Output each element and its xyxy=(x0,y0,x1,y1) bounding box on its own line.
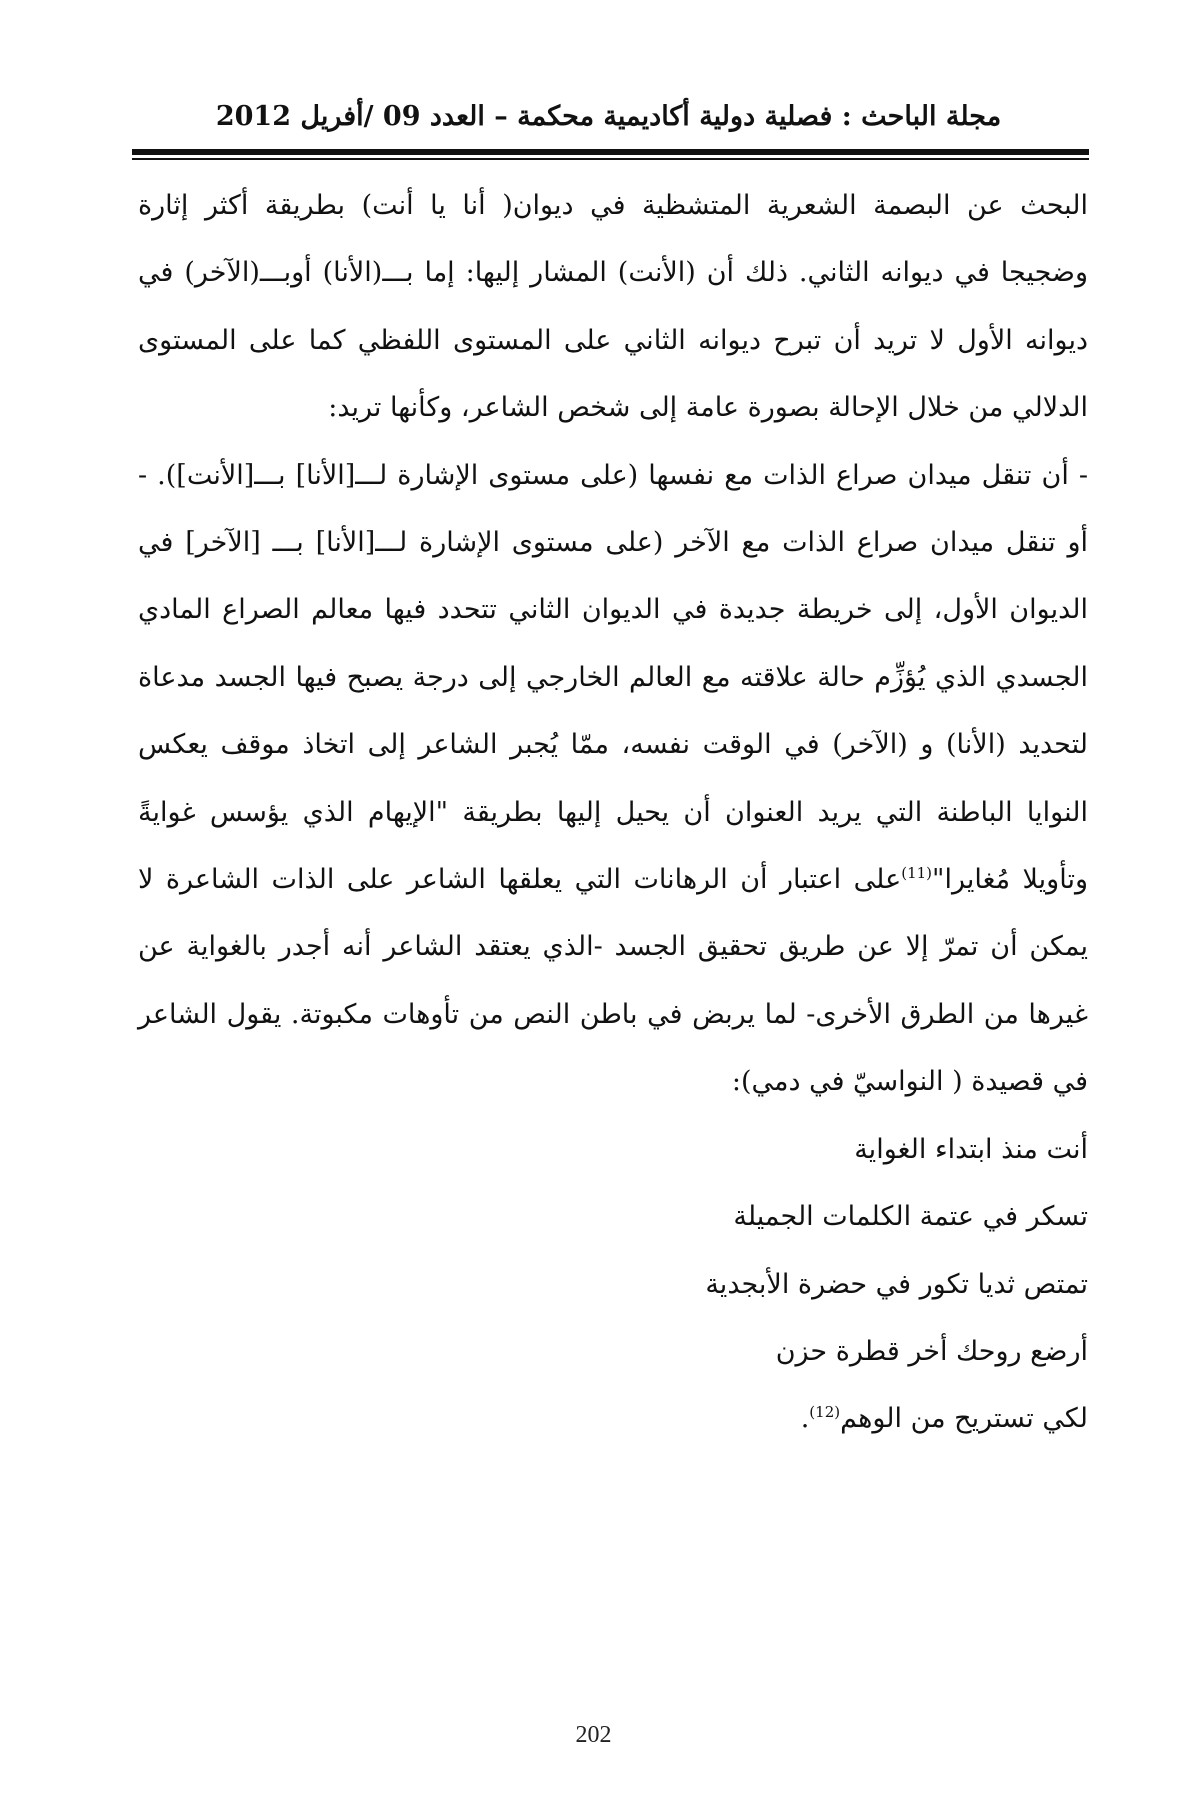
poem-line-2: تسكر في عتمة الكلمات الجميلة xyxy=(733,1201,1088,1233)
article-body xyxy=(138,172,1088,1453)
poem-line-5-text: لكي تستريح من الوهم xyxy=(840,1403,1088,1435)
poem-line-5 xyxy=(138,1385,1088,1452)
poem-line-1: أنت منذ ابتداء الغواية xyxy=(854,1133,1088,1165)
poem-line-5-punctuation: . xyxy=(800,1403,810,1435)
header-divider-thick xyxy=(132,149,1089,155)
poem-excerpt xyxy=(138,1116,1088,1453)
header-divider-thin xyxy=(132,158,1089,160)
paragraph-2-text: - أن تنقل ميدان صراع الذات مع نفسها (على مستوى الإشارة لـــ[الأنا] بـــ[الأنت]). - أو تنقل ميدان صراع الذات مع الآخر (على مستوى الإشارة لـــ[الأنا] بـــ [الآخر] في الديوان الأول، إلى خريطة جديدة في الديوان الثاني تتحدد فيها معالم الصراع المادي الجسدي الذي يُؤزِّم حالة علاقته مع العالم الخارجي إلى درجة يصبح فيها الجسد مدعاة لتحديد (الأنا) و (الآخر) في الوقت نفسه، ممّا يُجبر الشاعر إلى اتخاذ موقف يعكس النوايا الباطنة التي يريد العنوان أن يحيل إليها بطريقة "الإيهام الذي يؤسس غوايةً وتأويلا مُغايرا" xyxy=(138,459,1088,896)
poem-line-4: أرضع روحك أخر قطرة حزن xyxy=(775,1335,1088,1367)
paragraph-1 xyxy=(138,172,1088,442)
poem-line-3: تمتص ثديا تكور في حضرة الأبجدية xyxy=(705,1268,1088,1300)
page-number: 202 xyxy=(575,1722,612,1748)
footnote-ref-11: (11) xyxy=(901,864,933,883)
paragraph-2-text-continued: على اعتبار أن الرهانات التي يعلقها الشاعر على الذات الشاعرة لا يمكن أن تمرّ إلا عن طريق تحقيق الجسد -الذي يعتقد الشاعر أنه أجدر بالغواية عن غيرها من الطرق الأخرى- لما يربض في باطن النص من تأوهات مكبوتة. يقول الشاعر في قصيدة ( النواسيّ في دمي): xyxy=(138,864,1088,1098)
paragraph-2 xyxy=(138,442,1088,1116)
paragraph-1-text: البحث عن البصمة الشعرية المتشظية في ديوان( أنا يا أنت) بطريقة أكثر إثارة وضجيجا في ديوانه الثاني. ذلك أن (الأنت) المشار إليها: إما بـــ(الأنا) أوبـــ(الآخر) في ديوانه الأول لا تريد أن تبرح ديوانه الثاني على المستوى اللفظي كما على المستوى الدلالي من خلال الإحالة بصورة عامة إلى شخص الشاعر، وكأنها تريد: xyxy=(138,190,1088,424)
footnote-ref-12: (12) xyxy=(809,1403,841,1422)
journal-header: مجلة الباحث : فصلية دولية أكاديمية محكمة – العدد 09 /أفريل 2012 xyxy=(215,101,1002,132)
